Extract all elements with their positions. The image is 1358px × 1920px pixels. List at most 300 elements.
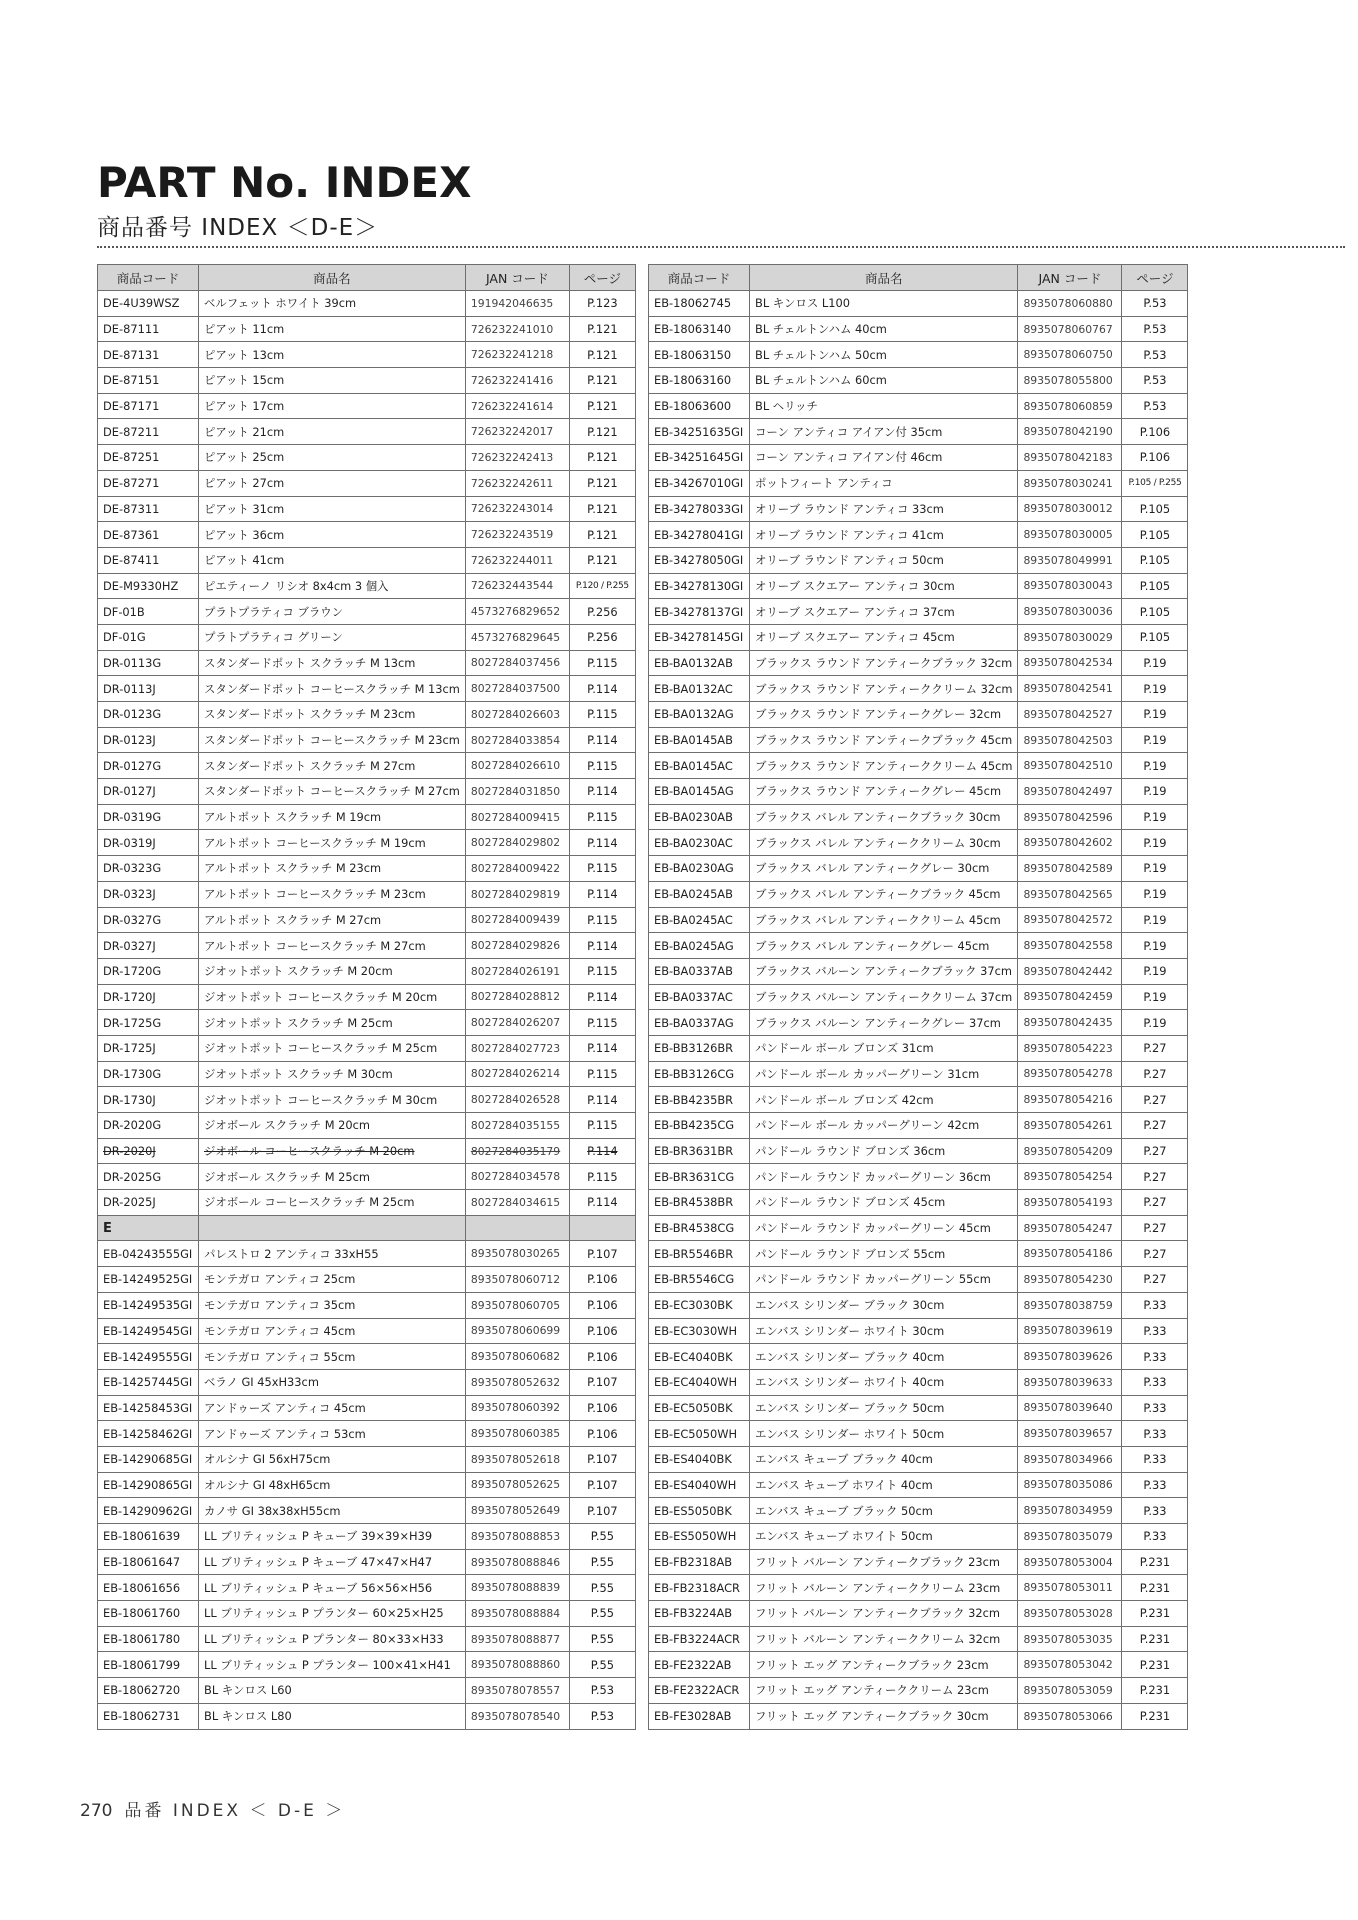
table-row xyxy=(98,1524,636,1550)
table-row xyxy=(649,624,1188,650)
table-row xyxy=(649,522,1188,548)
table-body-left xyxy=(98,291,636,1730)
jan-cell: 8935078088860 xyxy=(465,1652,569,1678)
table-row xyxy=(649,1601,1188,1627)
table-row xyxy=(98,1575,636,1601)
name-cell: ブラックス バレル アンティークブラック 45cm xyxy=(750,881,1018,907)
page-cell: P.19 xyxy=(1122,650,1188,676)
jan-cell: 8935078035086 xyxy=(1018,1472,1122,1498)
page-cell: P.33 xyxy=(1122,1369,1188,1395)
name-cell: BL チェルトンハム 50cm xyxy=(750,342,1018,368)
name-cell: エンバス シリンダー ホワイト 40cm xyxy=(750,1369,1018,1395)
code-cell: EB-14249535GI xyxy=(98,1292,199,1318)
name-cell: パンドール ボール ブロンズ 42cm xyxy=(750,1087,1018,1113)
table-row xyxy=(649,1549,1188,1575)
code-cell: DR-0123J xyxy=(98,727,199,753)
name-cell: エンバス キューブ ブラック 50cm xyxy=(750,1498,1018,1524)
page-cell: P.53 xyxy=(1122,342,1188,368)
name-cell: モンテガロ アンティコ 35cm xyxy=(199,1292,466,1318)
name-cell: コーン アンティコ アイアン付 46cm xyxy=(750,445,1018,471)
table-row xyxy=(98,1292,636,1318)
table-row xyxy=(649,1498,1188,1524)
name-cell: パンドール ラウンド ブロンズ 45cm xyxy=(750,1190,1018,1216)
page-cell: P.106 xyxy=(569,1395,635,1421)
table-row xyxy=(649,856,1188,882)
table-row xyxy=(649,1472,1188,1498)
page-cell: P.121 xyxy=(569,547,635,573)
name-cell: ベラノ GI 45xH33cm xyxy=(199,1369,466,1395)
page-cell: P.19 xyxy=(1122,856,1188,882)
code-cell: EB-34251645GI xyxy=(649,445,750,471)
page-cell: P.115 xyxy=(569,1061,635,1087)
jan-cell: 8935078039619 xyxy=(1018,1318,1122,1344)
code-cell: DE-M9330HZ xyxy=(98,573,199,599)
jan-cell: 8935078088846 xyxy=(465,1549,569,1575)
name-cell: パンドール ラウンド カッパーグリーン 55cm xyxy=(750,1267,1018,1293)
table-row xyxy=(649,804,1188,830)
section-filler xyxy=(199,1215,466,1241)
code-cell: EB-FE3028AB xyxy=(649,1703,750,1729)
name-cell: ピアット 13cm xyxy=(199,342,466,368)
table-row xyxy=(98,702,636,728)
code-cell: EB-14290962GI xyxy=(98,1498,199,1524)
header-code: 商品コード xyxy=(649,265,750,291)
table-row xyxy=(649,547,1188,573)
name-cell: パンドール ラウンド ブロンズ 36cm xyxy=(750,1138,1018,1164)
name-cell: ピアット 31cm xyxy=(199,496,466,522)
code-cell: DR-2025J xyxy=(98,1190,199,1216)
name-cell: ブラックス バレル アンティークグレー 30cm xyxy=(750,856,1018,882)
page-cell: P.33 xyxy=(1122,1498,1188,1524)
name-cell: ブラックス ラウンド アンティークグレー 32cm xyxy=(750,702,1018,728)
code-cell: EB-BR5546BR xyxy=(649,1241,750,1267)
jan-cell: 8935078034966 xyxy=(1018,1446,1122,1472)
page-cell: P.27 xyxy=(1122,1035,1188,1061)
table-row xyxy=(98,1035,636,1061)
name-cell: パンドール ラウンド カッパーグリーン 36cm xyxy=(750,1164,1018,1190)
table-row xyxy=(98,1113,636,1139)
code-cell: EB-14290865GI xyxy=(98,1472,199,1498)
code-cell: EB-ES4040WH xyxy=(649,1472,750,1498)
page-cell: P.107 xyxy=(569,1241,635,1267)
table-body-right xyxy=(649,291,1188,1730)
code-cell: DF-01B xyxy=(98,599,199,625)
name-cell: ブラックス バレル アンティークグレー 45cm xyxy=(750,933,1018,959)
name-cell: スタンダードポット コーヒースクラッチ M 13cm xyxy=(199,676,466,702)
jan-cell: 8935078054186 xyxy=(1018,1241,1122,1267)
code-cell: EB-BA0337AB xyxy=(649,958,750,984)
code-cell: EB-EC5050WH xyxy=(649,1421,750,1447)
name-cell: ブラックス ラウンド アンティーククリーム 45cm xyxy=(750,753,1018,779)
name-cell: ピアット 25cm xyxy=(199,445,466,471)
name-cell: スタンダードポット コーヒースクラッチ M 27cm xyxy=(199,779,466,805)
page-cell: P.19 xyxy=(1122,881,1188,907)
jan-cell: 8935078054247 xyxy=(1018,1215,1122,1241)
page-cell: P.105 xyxy=(1122,547,1188,573)
page-cell: P.231 xyxy=(1122,1703,1188,1729)
page-cell: P.121 xyxy=(569,445,635,471)
name-cell: オリーブ スクエアー アンティコ 30cm xyxy=(750,573,1018,599)
jan-cell: 8027284035155 xyxy=(465,1113,569,1139)
name-cell: エンバス シリンダー ブラック 50cm xyxy=(750,1395,1018,1421)
jan-cell: 8935078054209 xyxy=(1018,1138,1122,1164)
jan-cell: 8935078078557 xyxy=(465,1678,569,1704)
jan-cell: 8935078042435 xyxy=(1018,1010,1122,1036)
jan-cell: 4573276829652 xyxy=(465,599,569,625)
jan-cell: 8935078042534 xyxy=(1018,650,1122,676)
jan-cell: 8935078054230 xyxy=(1018,1267,1122,1293)
name-cell: パンドール ボール ブロンズ 31cm xyxy=(750,1035,1018,1061)
code-cell: EB-18061780 xyxy=(98,1626,199,1652)
code-cell: DR-2025G xyxy=(98,1164,199,1190)
jan-cell: 8935078060392 xyxy=(465,1395,569,1421)
page-cell: P.114 xyxy=(569,1035,635,1061)
table-row xyxy=(98,1395,636,1421)
code-cell: EB-14249545GI xyxy=(98,1318,199,1344)
name-cell: ピアット 36cm xyxy=(199,522,466,548)
code-cell: EB-18062720 xyxy=(98,1678,199,1704)
jan-cell: 8935078030005 xyxy=(1018,522,1122,548)
header-jan: JAN コード xyxy=(1018,265,1122,291)
name-cell: BL チェルトンハム 40cm xyxy=(750,316,1018,342)
code-cell: EB-BA0145AG xyxy=(649,779,750,805)
table-row xyxy=(98,599,636,625)
jan-cell: 8935078042589 xyxy=(1018,856,1122,882)
page-cell: P.107 xyxy=(569,1498,635,1524)
jan-cell: 8027284037500 xyxy=(465,676,569,702)
jan-cell: 8935078052632 xyxy=(465,1369,569,1395)
jan-cell: 8935078052618 xyxy=(465,1446,569,1472)
table-row xyxy=(98,419,636,445)
page-cell: P.121 xyxy=(569,316,635,342)
table-row xyxy=(98,470,636,496)
name-cell: ピアット 15cm xyxy=(199,368,466,394)
page-cell: P.55 xyxy=(569,1524,635,1550)
jan-cell: 8935078042602 xyxy=(1018,830,1122,856)
name-cell: ブラックス バルーン アンティークブラック 37cm xyxy=(750,958,1018,984)
page-cell: P.106 xyxy=(569,1292,635,1318)
code-cell: EB-BA0245AG xyxy=(649,933,750,959)
jan-cell: 8935078042183 xyxy=(1018,445,1122,471)
table-header-row xyxy=(649,265,1188,291)
page-subtitle: 商品番号 INDEX ＜D-E＞ xyxy=(97,215,379,241)
code-cell: DR-1730G xyxy=(98,1061,199,1087)
name-cell: オルシナ GI 56xH75cm xyxy=(199,1446,466,1472)
table-row xyxy=(98,1549,636,1575)
name-cell: アルトポット コーヒースクラッチ M 27cm xyxy=(199,933,466,959)
jan-cell: 8935078060385 xyxy=(465,1421,569,1447)
jan-cell: 8935078039633 xyxy=(1018,1369,1122,1395)
name-cell: スタンダードポット スクラッチ M 13cm xyxy=(199,650,466,676)
code-cell: DR-0327G xyxy=(98,907,199,933)
jan-cell: 726232242017 xyxy=(465,419,569,445)
name-cell: スタンダードポット コーヒースクラッチ M 23cm xyxy=(199,727,466,753)
page-cell: P.27 xyxy=(1122,1267,1188,1293)
code-cell: DR-0319J xyxy=(98,830,199,856)
name-cell: カノサ GI 38x38xH55cm xyxy=(199,1498,466,1524)
jan-cell: 8027284033854 xyxy=(465,727,569,753)
name-cell: オリーブ スクエアー アンティコ 37cm xyxy=(750,599,1018,625)
table-row xyxy=(98,958,636,984)
jan-cell: 8935078039640 xyxy=(1018,1395,1122,1421)
jan-cell: 8935078049991 xyxy=(1018,547,1122,573)
page-cell: P.231 xyxy=(1122,1549,1188,1575)
page-cell: P.231 xyxy=(1122,1652,1188,1678)
page-cell: P.115 xyxy=(569,1010,635,1036)
name-cell: ジオボール スクラッチ M 25cm xyxy=(199,1164,466,1190)
page-cell: P.115 xyxy=(569,1113,635,1139)
jan-cell: 8935078060712 xyxy=(465,1267,569,1293)
page-cell: P.27 xyxy=(1122,1138,1188,1164)
page-cell: P.115 xyxy=(569,804,635,830)
page-cell: P.19 xyxy=(1122,727,1188,753)
table-row xyxy=(98,907,636,933)
code-cell: DE-87211 xyxy=(98,419,199,445)
code-cell: EB-BA0245AC xyxy=(649,907,750,933)
page-cell: P.105 xyxy=(1122,522,1188,548)
name-cell: エンバス キューブ ブラック 40cm xyxy=(750,1446,1018,1472)
jan-cell: 8935078030012 xyxy=(1018,496,1122,522)
code-cell: DR-0113J xyxy=(98,676,199,702)
table-row xyxy=(649,1395,1188,1421)
jan-cell: 8935078035079 xyxy=(1018,1524,1122,1550)
page-cell: P.27 xyxy=(1122,1061,1188,1087)
table-row xyxy=(649,958,1188,984)
jan-cell: 8027284037456 xyxy=(465,650,569,676)
table-row xyxy=(649,779,1188,805)
code-cell: EB-34278050GI xyxy=(649,547,750,573)
table-row xyxy=(649,1524,1188,1550)
jan-cell: 191942046635 xyxy=(465,291,569,317)
code-cell: EB-34278130GI xyxy=(649,573,750,599)
page-cell: P.106 xyxy=(569,1318,635,1344)
name-cell: LL ブリティッシュ P キューブ 39×39×H39 xyxy=(199,1524,466,1550)
page-cell: P.55 xyxy=(569,1626,635,1652)
code-cell: EB-BA0245AB xyxy=(649,881,750,907)
code-cell: DE-87411 xyxy=(98,547,199,573)
code-cell: EB-14258453GI xyxy=(98,1395,199,1421)
table-row xyxy=(649,1190,1188,1216)
jan-cell: 726232242413 xyxy=(465,445,569,471)
page-cell: P.55 xyxy=(569,1652,635,1678)
code-cell: EB-BA0337AC xyxy=(649,984,750,1010)
table-row xyxy=(649,1446,1188,1472)
jan-cell: 8027284026207 xyxy=(465,1010,569,1036)
page-cell: P.121 xyxy=(569,522,635,548)
jan-cell: 8935078030029 xyxy=(1018,624,1122,650)
jan-cell: 8935078060699 xyxy=(465,1318,569,1344)
jan-cell: 8027284035179 xyxy=(465,1138,569,1164)
page-cell: P.27 xyxy=(1122,1164,1188,1190)
page-cell: P.114 xyxy=(569,830,635,856)
page-cell: P.19 xyxy=(1122,907,1188,933)
name-cell: フリット バルーン アンティーククリーム 23cm xyxy=(750,1575,1018,1601)
table-row xyxy=(98,1446,636,1472)
code-cell: EB-18061647 xyxy=(98,1549,199,1575)
table-row xyxy=(98,1498,636,1524)
code-cell: EB-BR5546CG xyxy=(649,1267,750,1293)
page-cell: P.115 xyxy=(569,1164,635,1190)
table-row xyxy=(649,1267,1188,1293)
code-cell: EB-18063160 xyxy=(649,368,750,394)
jan-cell: 8935078078540 xyxy=(465,1703,569,1729)
code-cell: DE-87151 xyxy=(98,368,199,394)
page-cell: P.107 xyxy=(569,1446,635,1472)
code-cell: EB-BA0230AG xyxy=(649,856,750,882)
name-cell: ピアット 27cm xyxy=(199,470,466,496)
code-cell: EB-14257445GI xyxy=(98,1369,199,1395)
header-jan: JAN コード xyxy=(465,265,569,291)
jan-cell: 8935078038759 xyxy=(1018,1292,1122,1318)
code-cell: DR-1730J xyxy=(98,1087,199,1113)
name-cell: BL ヘリッチ xyxy=(750,393,1018,419)
jan-cell: 726232243519 xyxy=(465,522,569,548)
code-cell: EB-ES5050BK xyxy=(649,1498,750,1524)
jan-cell: 8027284026528 xyxy=(465,1087,569,1113)
page-cell: P.19 xyxy=(1122,702,1188,728)
code-cell: DE-87361 xyxy=(98,522,199,548)
name-cell: オリーブ ラウンド アンティコ 33cm xyxy=(750,496,1018,522)
page-cell: P.19 xyxy=(1122,753,1188,779)
page-cell: P.53 xyxy=(1122,316,1188,342)
page-number: 270 xyxy=(80,1801,113,1821)
table-row xyxy=(649,984,1188,1010)
code-cell: EB-18063150 xyxy=(649,342,750,368)
page-cell: P.33 xyxy=(1122,1524,1188,1550)
table-row xyxy=(649,1626,1188,1652)
table-row xyxy=(649,1652,1188,1678)
jan-cell: 4573276829645 xyxy=(465,624,569,650)
page-cell: P.33 xyxy=(1122,1318,1188,1344)
table-row xyxy=(98,1087,636,1113)
table-row xyxy=(98,830,636,856)
name-cell: エンバス シリンダー ホワイト 30cm xyxy=(750,1318,1018,1344)
jan-cell: 8935078042572 xyxy=(1018,907,1122,933)
name-cell: BL キンロス L80 xyxy=(199,1703,466,1729)
name-cell: フリット バルーン アンティーククリーム 32cm xyxy=(750,1626,1018,1652)
header-page: ページ xyxy=(569,265,635,291)
table-row xyxy=(98,1164,636,1190)
page-cell: P.256 xyxy=(569,624,635,650)
index-table-right xyxy=(648,264,1188,1730)
code-cell: EB-FB2318AB xyxy=(649,1549,750,1575)
page-cell: P.33 xyxy=(1122,1421,1188,1447)
page-cell: P.53 xyxy=(1122,291,1188,317)
jan-cell: 726232241010 xyxy=(465,316,569,342)
code-cell: DR-1720G xyxy=(98,958,199,984)
jan-cell: 8935078042558 xyxy=(1018,933,1122,959)
code-cell: DE-87251 xyxy=(98,445,199,471)
table-row xyxy=(649,650,1188,676)
name-cell: エンバス シリンダー ブラック 30cm xyxy=(750,1292,1018,1318)
jan-cell: 8935078042596 xyxy=(1018,804,1122,830)
code-cell: EB-14249525GI xyxy=(98,1267,199,1293)
page-cell: P.33 xyxy=(1122,1344,1188,1370)
jan-cell: 8935078060705 xyxy=(465,1292,569,1318)
name-cell: パンドール ボール カッパーグリーン 42cm xyxy=(750,1113,1018,1139)
table-row xyxy=(98,1421,636,1447)
page-cell: P.55 xyxy=(569,1575,635,1601)
code-cell: EB-BA0230AB xyxy=(649,804,750,830)
table-row xyxy=(649,1164,1188,1190)
table-row xyxy=(649,470,1188,496)
table-row xyxy=(98,1190,636,1216)
code-cell: DR-0123G xyxy=(98,702,199,728)
code-cell: DR-0127J xyxy=(98,779,199,805)
name-cell: ジオットポット スクラッチ M 20cm xyxy=(199,958,466,984)
code-cell: DE-87171 xyxy=(98,393,199,419)
page-cell: P.19 xyxy=(1122,984,1188,1010)
page-cell: P.114 xyxy=(569,1087,635,1113)
table-row xyxy=(649,830,1188,856)
name-cell: LL ブリティッシュ P プランター 100×41×H41 xyxy=(199,1652,466,1678)
code-cell: EB-FB2318ACR xyxy=(649,1575,750,1601)
name-cell: LL ブリティッシュ P キューブ 47×47×H47 xyxy=(199,1549,466,1575)
code-cell: EB-34278145GI xyxy=(649,624,750,650)
name-cell: BL キンロス L60 xyxy=(199,1678,466,1704)
table-row xyxy=(649,676,1188,702)
dotted-divider xyxy=(97,246,1345,248)
name-cell: BL チェルトンハム 60cm xyxy=(750,368,1018,394)
code-cell: EB-14258462GI xyxy=(98,1421,199,1447)
page-cell: P.114 xyxy=(569,881,635,907)
jan-cell: 8935078088884 xyxy=(465,1601,569,1627)
page-cell: P.27 xyxy=(1122,1113,1188,1139)
table-row xyxy=(98,1010,636,1036)
section-filler xyxy=(465,1215,569,1241)
code-cell: EB-34278033GI xyxy=(649,496,750,522)
name-cell: ジオットポット コーヒースクラッチ M 20cm xyxy=(199,984,466,1010)
page-cell: P.123 xyxy=(569,291,635,317)
jan-cell: 8935078054254 xyxy=(1018,1164,1122,1190)
name-cell: LL ブリティッシュ P キューブ 56×56×H56 xyxy=(199,1575,466,1601)
page-cell: P.115 xyxy=(569,753,635,779)
code-cell: EB-BA0132AG xyxy=(649,702,750,728)
table-row xyxy=(649,1061,1188,1087)
jan-cell: 8935078060682 xyxy=(465,1344,569,1370)
code-cell: DE-87131 xyxy=(98,342,199,368)
name-cell: ジオットポット コーヒースクラッチ M 25cm xyxy=(199,1035,466,1061)
jan-cell: 8935078042527 xyxy=(1018,702,1122,728)
jan-cell: 8935078053059 xyxy=(1018,1678,1122,1704)
name-cell: フリット バルーン アンティークブラック 32cm xyxy=(750,1601,1018,1627)
code-cell: DR-0113G xyxy=(98,650,199,676)
name-cell: ブラックス バレル アンティーククリーム 30cm xyxy=(750,830,1018,856)
table-row xyxy=(649,393,1188,419)
jan-cell: 8935078030265 xyxy=(465,1241,569,1267)
table-row xyxy=(98,1678,636,1704)
index-table-left xyxy=(97,264,636,1730)
jan-cell: 8027284009439 xyxy=(465,907,569,933)
code-cell: DR-0323J xyxy=(98,881,199,907)
name-cell: エンバス キューブ ホワイト 50cm xyxy=(750,1524,1018,1550)
name-cell: ジオットポット スクラッチ M 30cm xyxy=(199,1061,466,1087)
page-title: PART No. INDEX xyxy=(97,158,472,207)
page-cell: P.231 xyxy=(1122,1575,1188,1601)
page-cell: P.105 xyxy=(1122,496,1188,522)
table-row xyxy=(98,496,636,522)
table-row xyxy=(649,907,1188,933)
jan-cell: 8935078042541 xyxy=(1018,676,1122,702)
jan-cell: 8935078052625 xyxy=(465,1472,569,1498)
jan-cell: 8935078042503 xyxy=(1018,727,1122,753)
jan-cell: 8935078034959 xyxy=(1018,1498,1122,1524)
table-row xyxy=(649,1421,1188,1447)
jan-cell: 726232241416 xyxy=(465,368,569,394)
jan-cell: 8935078053035 xyxy=(1018,1626,1122,1652)
jan-cell: 8027284029802 xyxy=(465,830,569,856)
header-name: 商品名 xyxy=(199,265,466,291)
